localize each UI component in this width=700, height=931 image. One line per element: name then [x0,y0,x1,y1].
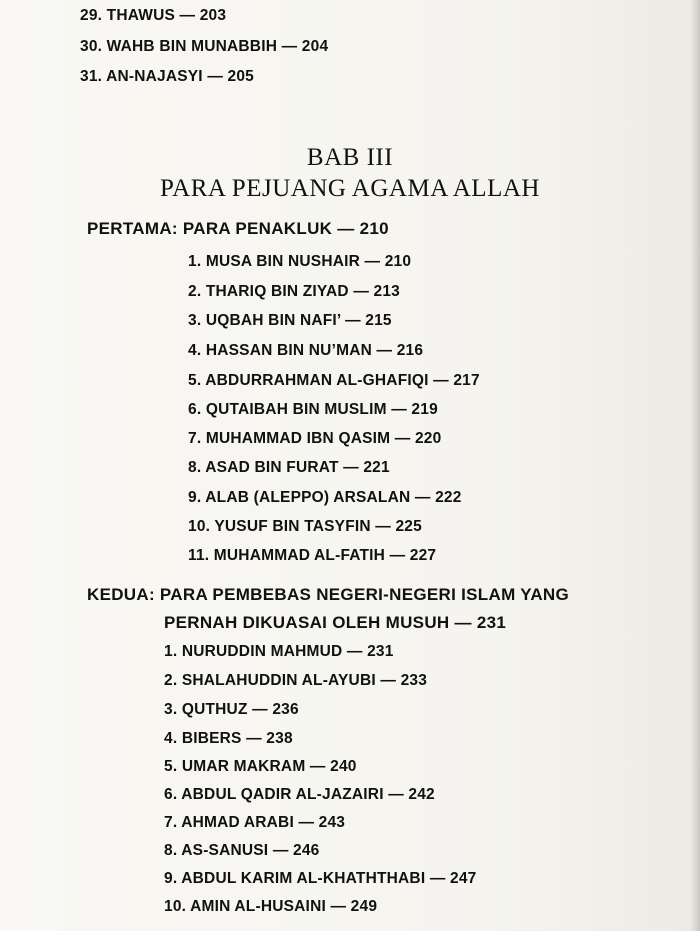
list-item: 3. QUTHUZ — 236 [164,701,299,718]
section-heading-pertama: PERTAMA: PARA PENAKLUK — 210 [87,219,389,238]
list-item: 5. UMAR MAKRAM — 240 [164,758,357,775]
list-item: 9. ALAB (ALEPPO) ARSALAN — 222 [188,489,462,506]
list-item: 7. AHMAD ARABI — 243 [164,814,346,831]
list-item: 7. MUHAMMAD IBN QASIM — 220 [188,430,442,447]
chapter-number: BAB III [306,144,394,171]
list-item: 4. HASSAN BIN NU’MAN — 216 [188,342,424,359]
section-heading-kedua: KEDUA: PARA PEMBEBAS NEGERI-NEGERI ISLAM YANG [87,585,569,604]
list-item: 6. QUTAIBAH BIN MUSLIM — 219 [188,401,438,418]
list-item: 3. UQBAH BIN NAFI’ — 215 [188,312,392,329]
list-item: 10. AMIN AL-HUSAINI — 249 [164,898,378,915]
list-item: 4. BIBERS — 238 [164,730,293,747]
list-item: 2. SHALAHUDDIN AL-AYUBI — 233 [164,672,428,689]
list-item: 1. MUSA BIN NUSHAIR — 210 [188,253,412,270]
list-item: 30. WAHB BIN MUNABBIH — 204 [80,38,329,55]
section-heading-kedua-continued: PERNAH DIKUASAI OLEH MUSUH — 231 [164,613,507,632]
list-item: 11. MUHAMMAD AL-FATIH — 227 [188,547,437,564]
list-item: 5. ABDURRAHMAN AL-GHAFIQI — 217 [188,372,480,389]
list-item: 9. ABDUL KARIM AL-KHATHTHABI — 247 [164,870,477,887]
list-item: 29. THAWUS — 203 [80,7,227,24]
list-item: 8. AS-SANUSI — 246 [164,842,320,859]
list-item: 1. NURUDDIN MAHMUD — 231 [164,643,394,660]
list-item: 8. ASAD BIN FURAT — 221 [188,459,390,476]
list-item: 2. THARIQ BIN ZIYAD — 213 [188,283,401,300]
list-item: 6. ABDUL QADIR AL-JAZAIRI — 242 [164,786,435,803]
list-item: 31. AN-NAJASYI — 205 [80,68,254,85]
book-spine-shadow [690,0,700,931]
list-item: 10. YUSUF BIN TASYFIN — 225 [188,518,422,535]
chapter-title: PARA PEJUANG AGAMA ALLAH [160,175,540,202]
